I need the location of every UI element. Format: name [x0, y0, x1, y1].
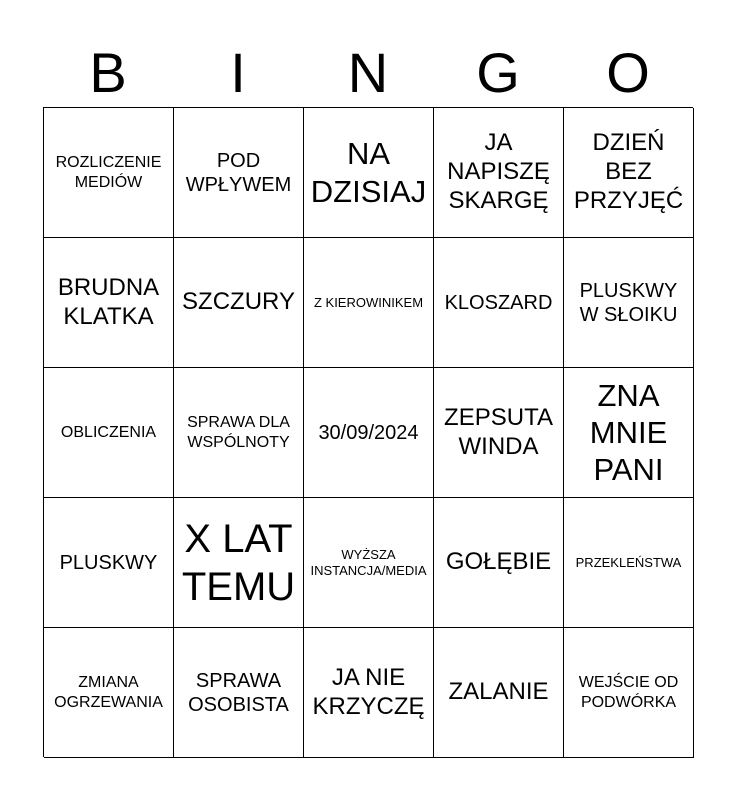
bingo-cell[interactable]	[564, 238, 694, 368]
bingo-cell[interactable]	[174, 498, 304, 628]
cell-label: SPRAWA OSOBISTA	[188, 669, 289, 716]
bingo-cell[interactable]	[304, 108, 434, 238]
cell-label: X LAT TEMU	[181, 516, 296, 609]
bingo-header	[43, 40, 693, 106]
cell-label: SZCZURY	[182, 288, 295, 316]
bingo-board	[43, 107, 693, 757]
header-letter-i: I	[230, 41, 246, 104]
bingo-cell[interactable]	[174, 108, 304, 238]
cell-label: PRZEKLEŃSTWA	[575, 554, 682, 570]
cell-label: POD WPŁYWEM	[185, 149, 292, 196]
bingo-cell[interactable]	[304, 498, 434, 628]
bingo-cell[interactable]	[304, 368, 434, 498]
cell-label: KLOSZARD	[444, 291, 553, 314]
cell-label: WEJŚCIE OD PODWÓRKA	[578, 674, 679, 711]
bingo-cell[interactable]	[174, 238, 304, 368]
bingo-cell[interactable]	[564, 628, 694, 758]
cell-label: ZMIANA OGRZEWANIA	[54, 674, 163, 711]
bingo-cell[interactable]	[44, 498, 174, 628]
bingo-cell[interactable]	[434, 628, 564, 758]
bingo-cell[interactable]	[434, 368, 564, 498]
bingo-cell[interactable]	[434, 498, 564, 628]
bingo-cell[interactable]	[304, 628, 434, 758]
cell-label: WYŻSZA INSTANCJA/MEDIA	[310, 546, 427, 578]
bingo-cell[interactable]	[44, 628, 174, 758]
cell-label: 30/09/2024	[318, 421, 419, 444]
cell-label: OBLICZENIA	[60, 423, 157, 441]
cell-label: PLUSKWY W SŁOIKU	[579, 279, 678, 326]
bingo-cell[interactable]	[564, 368, 694, 498]
bingo-cell[interactable]	[564, 108, 694, 238]
bingo-cell[interactable]	[434, 108, 564, 238]
bingo-cell[interactable]	[44, 108, 174, 238]
cell-label: ROZLICZENIE MEDIÓW	[55, 154, 162, 191]
cell-label: GOŁĘBIE	[445, 548, 552, 576]
header-letter-b: B	[89, 41, 127, 104]
header-letter-o: O	[606, 41, 650, 104]
cell-label: PLUSKWY	[59, 551, 158, 574]
header-letter-g: G	[476, 41, 520, 104]
bingo-cell[interactable]	[44, 238, 174, 368]
cell-label: DZIEŃ BEZ PRZYJĘĆ	[573, 129, 684, 214]
cell-label: JA NAPISZĘ SKARGĘ	[447, 129, 550, 214]
cell-label: NA DZISIAJ	[310, 136, 427, 209]
cell-label: SPRAWA DLA WSPÓLNOTY	[187, 414, 290, 451]
cell-label: ZNA MNIE PANI	[589, 377, 668, 488]
bingo-cell[interactable]	[174, 368, 304, 498]
bingo-cell[interactable]	[564, 498, 694, 628]
cell-label: JA NIE KRZYCZĘ	[312, 663, 425, 720]
bingo-cell[interactable]	[174, 628, 304, 758]
cell-label: ZEPSUTA WINDA	[444, 403, 553, 460]
cell-label: BRUDNA KLATKA	[57, 273, 160, 330]
cell-label: Z KIEROWINIKEM	[313, 294, 424, 310]
cell-label: ZALANIE	[448, 678, 549, 706]
bingo-cell[interactable]	[304, 238, 434, 368]
header-letter-n: N	[347, 41, 389, 104]
bingo-cell[interactable]	[434, 238, 564, 368]
bingo-cell[interactable]	[44, 368, 174, 498]
